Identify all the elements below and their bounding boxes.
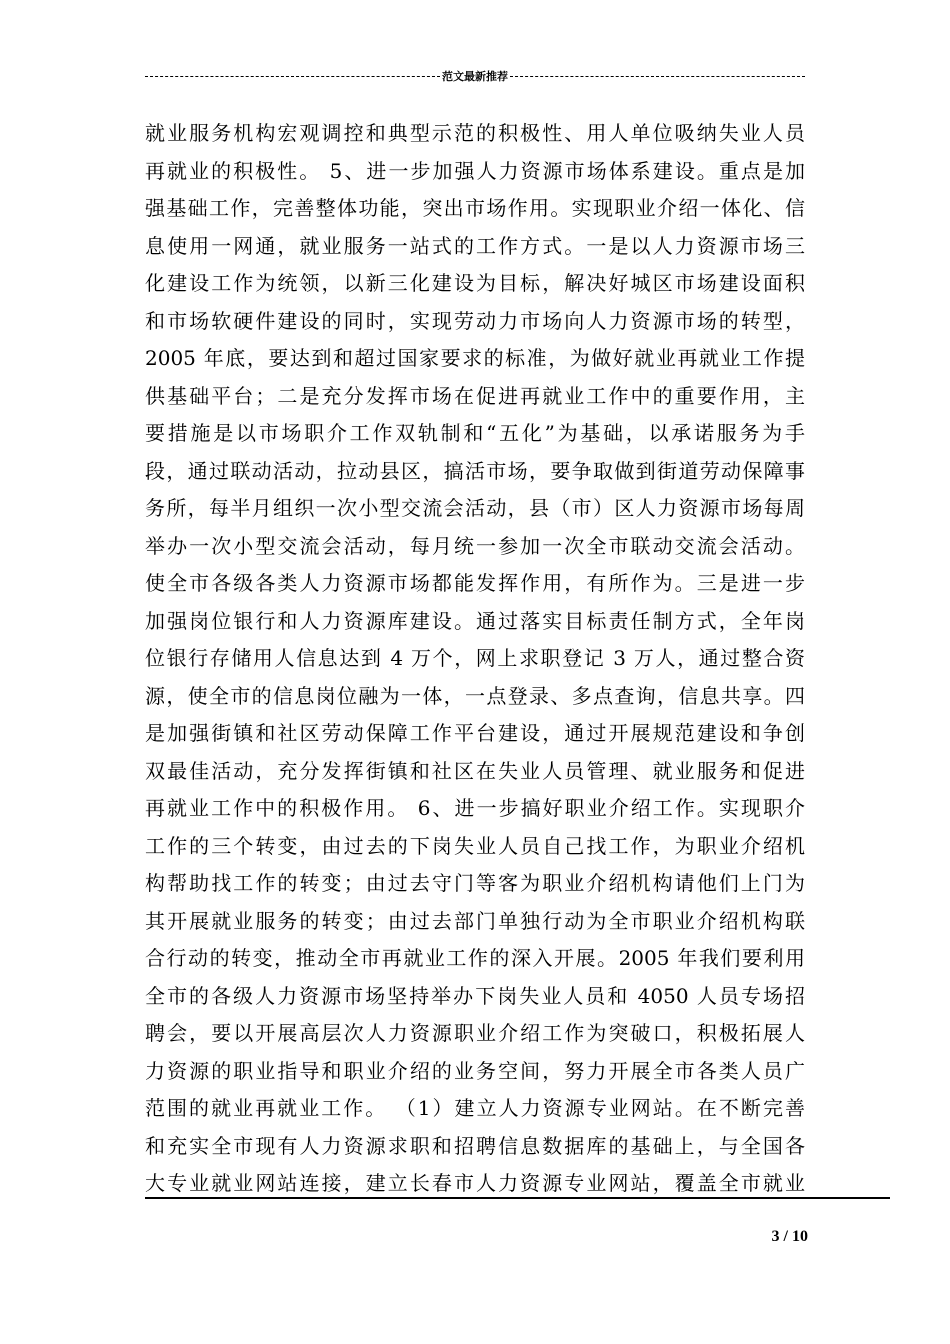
body-line: 和市场软硬件建设的同时，实现劳动力市场向人力资源市场的转型， bbox=[145, 308, 805, 333]
header-dash-right bbox=[510, 76, 805, 77]
body-line: 其开展就业服务的转变；由过去部门单独行动为全市职业介绍机构联 bbox=[145, 908, 805, 933]
body-line: 息使用一网通，就业服务一站式的工作方式。一是以人力资源市场三 bbox=[145, 233, 805, 258]
body-line: 要措施是以市场职介工作双轨制和“五化”为基础，以承诺服务为手 bbox=[145, 421, 805, 445]
body-line: 强基础工作，完善整体功能，突出市场作用。实现职业介绍一体化、信 bbox=[145, 196, 805, 220]
body-line: 工作的三个转变，由过去的下岗失业人员自己找工作，为职业介绍机 bbox=[145, 833, 805, 858]
body-line: 范围的就业再就业工作。 （1）建立人力资源专业网站。在不断完善 bbox=[145, 1096, 805, 1120]
body-line: 使全市各级各类人力资源市场都能发挥作用，有所作为。三是进一步 bbox=[145, 571, 805, 595]
body-line: 2005 年底，要达到和超过国家要求的标准，为做好就业再就业工作提 bbox=[145, 346, 805, 370]
body-line: 是加强街镇和社区劳动保障工作平台建设，通过开展规范建设和争创 bbox=[145, 721, 805, 745]
body-line: 源，使全市的信息岗位融为一体，一点登录、多点查询，信息共享。四 bbox=[145, 683, 805, 708]
header-dash-left bbox=[145, 76, 440, 77]
page-header bbox=[145, 66, 805, 86]
body-line: 段，通过联动活动，拉动县区，搞活市场，要争取做到街道劳动保障事 bbox=[145, 458, 805, 483]
body-line: 双最佳活动，充分发挥街镇和社区在失业人员管理、就业服务和促进 bbox=[145, 758, 805, 783]
body-line: 聘会，要以开展高层次人力资源职业介绍工作为突破口，积极拓展人 bbox=[145, 1021, 805, 1045]
body-line: 供基础平台；二是充分发挥市场在促进再就业工作中的重要作用，主 bbox=[145, 383, 805, 408]
body-line: 加强岗位银行和人力资源库建设。通过落实目标责任制方式，全年岗 bbox=[145, 608, 805, 633]
body-line: 力资源的职业指导和职业介绍的业务空间，努力开展全市各类人员广 bbox=[145, 1058, 805, 1083]
body-line: 再就业的积极性。 5、进一步加强人力资源市场体系建设。重点是加 bbox=[145, 158, 805, 183]
body-line: 位银行存储用人信息达到 4 万个，网上求职登记 3 万人，通过整合资 bbox=[145, 646, 805, 670]
body-line: 和充实全市现有人力资源求职和招聘信息数据库的基础上，与全国各 bbox=[145, 1133, 805, 1158]
body-line: 务所，每半月组织一次小型交流会活动，县（市）区人力资源市场每周 bbox=[145, 496, 805, 520]
page-number: 3 / 10 bbox=[771, 1228, 808, 1245]
document-body bbox=[145, 115, 805, 1203]
body-line: 全市的各级人力资源市场坚持举办下岗失业人员和 4050 人员专场招 bbox=[145, 983, 805, 1008]
body-line: 化建设工作为统领，以新三化建设为目标，解决好城区市场建设面积 bbox=[145, 271, 805, 295]
body-line: 大专业就业网站连接，建立长春市人力资源专业网站，覆盖全市就业 bbox=[145, 1171, 805, 1195]
footer-rule bbox=[145, 1197, 890, 1199]
header-title: 范文最新推荐 bbox=[442, 70, 508, 83]
body-line: 就业服务机构宏观调控和典型示范的积极性、用人单位吸纳失业人员 bbox=[145, 121, 805, 145]
body-line: 举办一次小型交流会活动，每月统一参加一次全市联动交流会活动。 bbox=[145, 533, 805, 558]
body-line: 构帮助找工作的转变；由过去守门等客为职业介绍机构请他们上门为 bbox=[145, 871, 805, 895]
body-line: 再就业工作中的积极作用。 6、进一步搞好职业介绍工作。实现职介 bbox=[145, 796, 805, 820]
body-line: 合行动的转变，推动全市再就业工作的深入开展。2005 年我们要利用 bbox=[145, 946, 805, 970]
